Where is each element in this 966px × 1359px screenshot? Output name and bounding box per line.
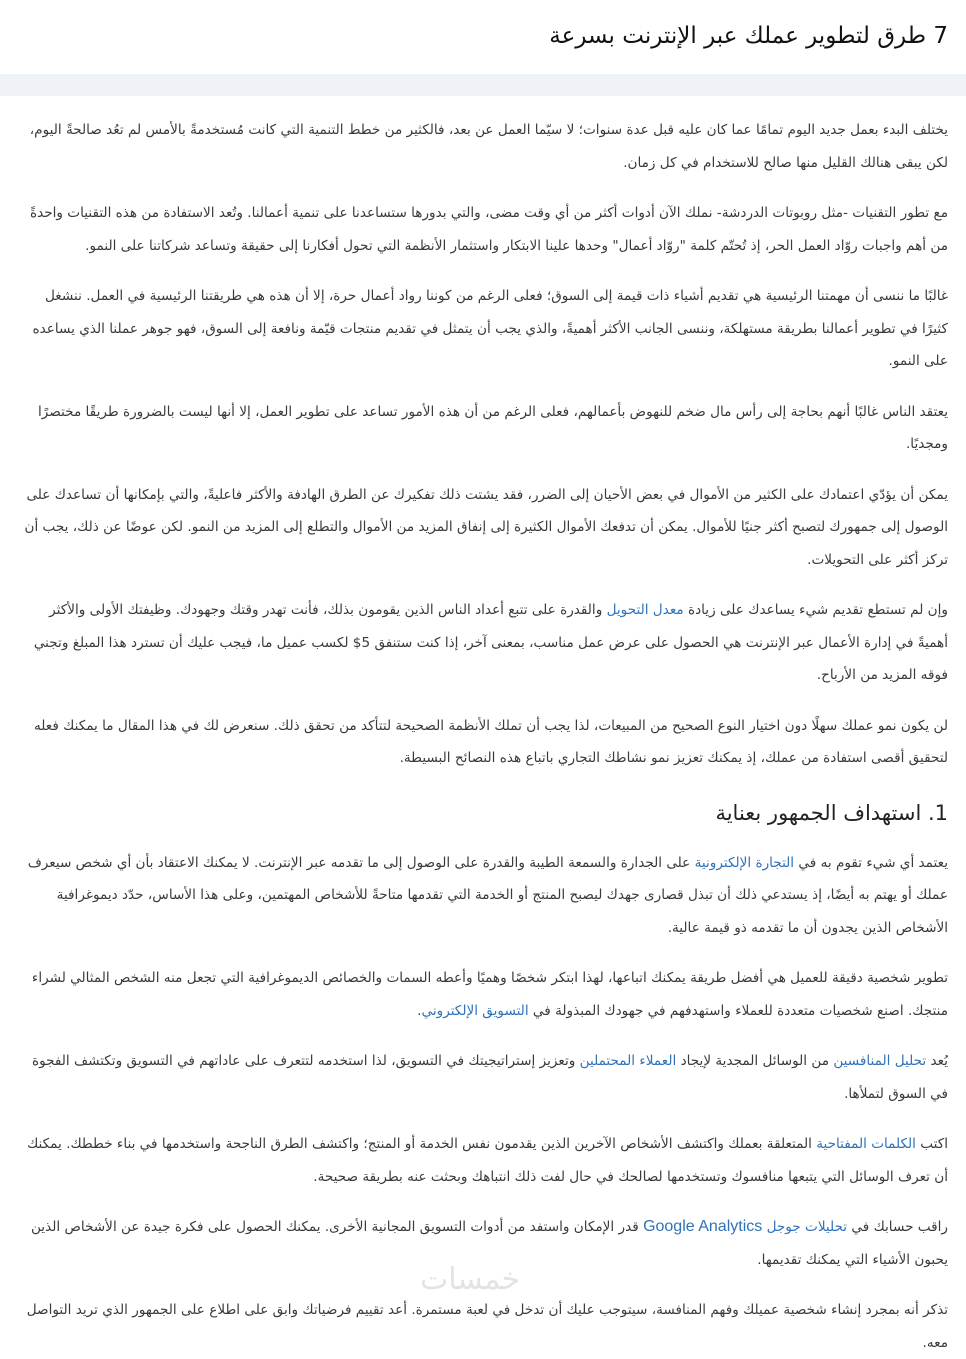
potential-customers-link[interactable]: العملاء المحتملين — [579, 1053, 677, 1069]
intro-paragraph-2: مع تطور التقنيات -مثل روبوتات الدردشة- نملك الآن أدوات أكثر من أي وقت مضى، والتي بدورها ستساعدنا على تنمية أعمالنا. وتُعد الاستفادة من هذه التقنيات واحدةً من أهم واجبات روّاد العمل الحر، إذ تُحتّم كلمة "روّاد أعمال" وحدها علينا الابتكار واستثمار الأنظمة التي تحول أفكارنا إلى حقيقة وتساعد شركاتنا على النمو. — [29, 205, 948, 254]
paragraph-text: من الوسائل المجدية لإيجاد — [676, 1053, 834, 1069]
article-body — [0, 96, 966, 1359]
section1-paragraph-4 — [20, 1128, 948, 1193]
paragraph-text: وتعزيز إستراتيجيتك في التسويق، لذا استخدمه لتتعرف على عاداتهم في التسويق وتكتشف الفجوة في السوق لتملأها. — [31, 1053, 948, 1102]
paragraph-text: وإن لم تستطع تقديم شيء يساعدك على زيادة — [683, 602, 948, 618]
paragraph-text: المتعلقة بعملك واكتشف الأشخاص الآخرين الذين يقدمون نفس الخدمة أو المنتج؛ واكتشف الطرق الناجحة واستخدمها في بناء خططك. يمكنك أن تعرف الوسائل التي يتبعها منافسوك وتستخدمها لصالحك في حال لفت ذلك انتباهك وبحثت عنه بطريقة صحيحة. — [27, 1136, 948, 1185]
section1-paragraph-2 — [20, 962, 948, 1027]
site-watermark: خمسات — [420, 1262, 521, 1297]
paragraph-text: على الجدارة والسمعة الطيبة والقدرة على الوصول إلى ما تقدمه عبر الإنترنت. لا يمكنك الاعتقاد بأن أي شخص سيعرف عملك أو يهتم به أيضًا، إذ يستدعي ذلك أن تبذل قصارى جهدك ليصبح المنتج أو الخدمة التي تقدمها متاحةً للأشخاص المهتمين، وعلى هذا الأساس، حدّد ديموغرافية الأشخاص الذين يجدون أن ما تقدمه ذو قيمة عالية. — [27, 854, 948, 936]
paragraph-text: قدر الإمكان واستفد من أدوات التسويق المجانية الأخرى. يمكنك الحصول على فكرة جيدة عن الأشخاص الذين يحبون الأشياء التي يمكنك تقديمها. — [30, 1219, 948, 1268]
google-analytics-ar-link[interactable]: تحليلات جوجل — [766, 1219, 848, 1235]
section1-paragraph-3 — [20, 1045, 948, 1110]
intro-paragraph-4: يعتقد الناس غالبًا أنهم بحاجة إلى رأس مال ضخم للنهوض بأعمالهم، فعلى الرغم من أن هذه الأمور تساعد على تطوير العمل، إلا أنها ليست بالضرورة طريقًا مختصرًا ومجديًا. — [38, 403, 948, 452]
intro-paragraph-6 — [20, 594, 948, 692]
e-marketing-link[interactable]: التسويق الإلكتروني — [421, 1002, 529, 1019]
paragraph-text: . — [417, 1002, 422, 1019]
section1-paragraph-1 — [20, 847, 948, 945]
paragraph-text: والقدرة على تتبع أعداد الناس الذين يقومون بذلك، فأنت تهدر وقتك وجهودك. وظيفتك الأولى والأكثر أهميةً في إدارة الأعمال عبر الإنترنت هي الحصول على عرض عمل مناسب، بمعنى آخر، إذا كنت ستنفق 5$ لكسب عميل ما، فيجب عليك أن تسترد هذا المبلغ وتجني فوقه المزيد من الأرباح. — [33, 602, 948, 683]
keywords-link[interactable]: الكلمات المفتاحية — [816, 1136, 916, 1152]
ecommerce-link[interactable]: التجارة الإلكترونية — [694, 854, 795, 871]
section1-paragraph-6: تذكر أنه بمجرد إنشاء شخصية عميلك وفهم المنافسة، سيتوجب عليك أن تدخل في لعبة مستمرة. أعد تقييم فرضياتك وابق على اطلاع على الجمهور الذي تريد التواصل معه. — [26, 1302, 948, 1351]
conversion-rate-link[interactable]: معدل التحويل — [606, 602, 684, 618]
intro-paragraph-1: يختلف البدء بعمل جديد اليوم تمامًا عما كان عليه قبل عدة سنوات؛ لا سيّما العمل عن بعد، فالكثير من خطط التنمية التي كانت مُستخدمةً بالأمس لم تعُد صالحةً اليوم، لكن يبقى هنالك القليل منها صالح للاستخدام في كل زمان. — [29, 122, 948, 171]
paragraph-text: راقب حسابك في — [847, 1219, 948, 1235]
competitor-analysis-link[interactable]: تحليل المنافسين — [833, 1053, 927, 1069]
intro-paragraph-3: غالبًا ما ننسى أن مهمتنا الرئيسية هي تقديم أشياء ذات قيمة إلى السوق؛ فعلى الرغم من كوننا رواد أعمال حرة، إلا أن هذه هي طريقتنا الرئيسية في العمل. ننشغل كثيرًا في تطوير أعمالنا بطريقة مستهلكة، وننسى الجانب الأكثر أهميةً، والذي يجب أن يتمثل في تقديم منتجات قيّمة ونافعة إلى السوق، فهو جوهر عملنا الذي يساعده على النمو. — [32, 288, 948, 369]
intro-paragraph-7: لن يكون نمو عملك سهلًا دون اختيار النوع الصحيح من المبيعات، لذا يجب أن تملك الأنظمة الصحيحة لتتأكد من تحقق ذلك. سنعرض لك في هذا المقال ما يمكنك فعله لتحقيق أقصى استفادة من عملك، إذ يمكنك تعزيز نمو نشاطك التجاري باتباع هذه النصائح البسيطة. — [33, 717, 948, 766]
page-title: 7 طرق لتطوير عملك عبر الإنترنت بسرعة — [549, 23, 948, 49]
page-header — [0, 0, 966, 74]
header-divider-band — [0, 74, 966, 96]
paragraph-text: يعتمد أي شيء تقوم به في — [794, 854, 948, 871]
intro-paragraph-5: يمكن أن يؤدّي اعتمادك على الكثير من الأموال في بعض الأحيان إلى الضرر، فقد يشتت ذلك تفكيرك عن الطرق الهادفة والأكثر فاعليةً، والتي بإمكانها أن تساعدك على الوصول إلى جمهورك لتصبح أكثر جنيًا للأموال. يمكن أن تدفعك الأموال الكثيرة إلى إنفاق المزيد من الأموال والتطلع إلى المزيد من النمو. لكن عوضًا عن ذلك، يجب أن تركز أكثر على التحويلات. — [24, 486, 948, 568]
paragraph-text: اكتب — [915, 1136, 948, 1152]
google-analytics-link[interactable]: Google Analytics — [643, 1218, 763, 1235]
paragraph-text: تطوير شخصية دقيقة للعميل هي أفضل طريقة يمكنك اتباعها، لهذا ابتكر شخصًا وهميًا وأعطه السمات والخصائص الديموغرافية التي تجعل منه الشخص المثالي لشراء منتجك. اصنع شخصيات متعددة للعملاء واستهدفهم في جهودك المبذولة في — [31, 970, 948, 1019]
paragraph-text: يُعد — [926, 1053, 948, 1069]
section-heading-1: 1. استهداف الجمهور بعناية — [715, 800, 948, 825]
